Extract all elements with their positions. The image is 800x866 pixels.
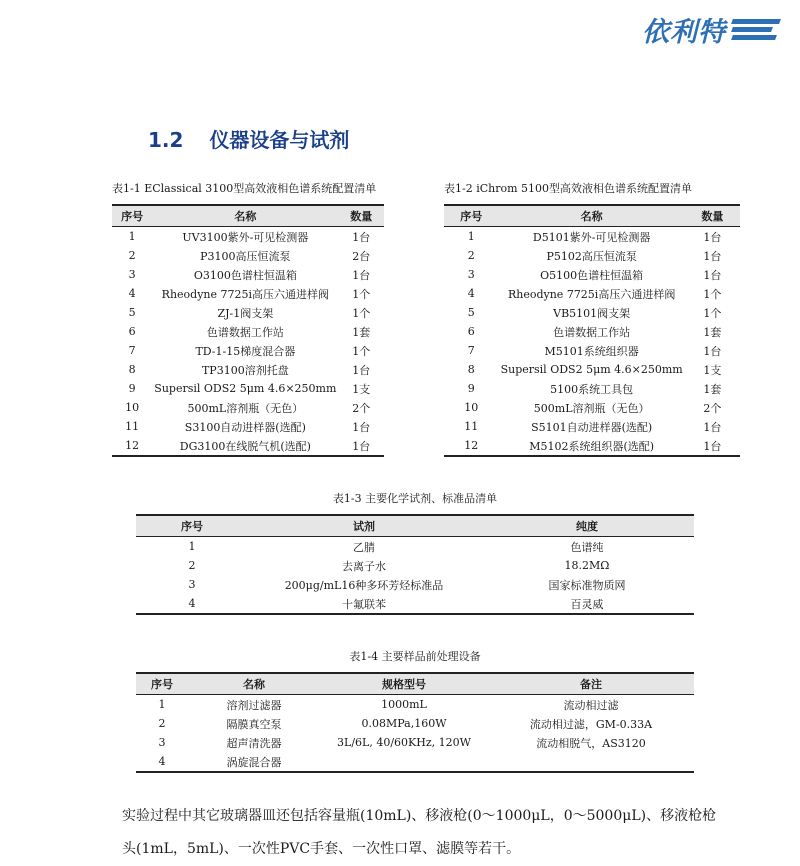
table-cell: 11 <box>464 420 479 433</box>
table-row <box>444 303 740 322</box>
table-cell: 18.2MΩ <box>564 559 610 572</box>
table-row <box>136 594 694 614</box>
table-cell: 隔膜真空泵 <box>226 717 282 731</box>
table-cell: 7 <box>128 344 136 357</box>
table-cell: 1 <box>158 698 166 711</box>
table-cell: 1台 <box>352 230 371 244</box>
table-cell: Rheodyne 7725i高压六通进样阀 <box>161 287 330 301</box>
table-cell: 200μg/mL16种多环芳烃标准品 <box>284 578 444 592</box>
table-cell: 4 <box>128 287 136 300</box>
table-cell: 色谱数据工作站 <box>553 325 631 339</box>
column-header: 数量 <box>338 205 384 227</box>
table-cell: 1台 <box>703 344 722 358</box>
table-row <box>136 556 694 575</box>
table-cell: 1 <box>128 230 136 243</box>
table-row <box>444 284 740 303</box>
table-cell: 9 <box>467 382 475 395</box>
table-cell: 1台 <box>685 436 740 456</box>
table-cell: 1套 <box>352 325 371 339</box>
table-cell: 2 <box>188 559 196 572</box>
table-cell: 12 <box>112 436 152 456</box>
table-cell: P3100高压恒流泵 <box>200 249 291 263</box>
table-cell: 流动相脱气，AS3120 <box>536 736 646 750</box>
table-cell: 7 <box>467 344 475 357</box>
table-row <box>112 303 384 322</box>
table-cell: ZJ-1阀支架 <box>217 306 274 320</box>
table-row <box>112 284 384 303</box>
table-cell: DG3100在线脱气机(选配) <box>152 436 338 456</box>
table-cell: 1套 <box>703 382 722 396</box>
table-row <box>444 341 740 360</box>
table-cell: 5100系统工具包 <box>550 382 634 396</box>
table-cell: TD-1-15梯度混合器 <box>195 344 296 358</box>
table-cell: S5101自动进样器(选配) <box>531 420 653 434</box>
column-header: 序号 <box>136 515 248 537</box>
table-cell: 6 <box>128 325 136 338</box>
column-header: 序号 <box>136 673 188 695</box>
logo-stripes-icon <box>732 19 780 40</box>
table-row <box>136 714 694 733</box>
table-cell: 1台 <box>703 230 722 244</box>
table-caption: 表1-4 主要样品前处理设备 <box>349 650 481 663</box>
table-body <box>136 537 694 615</box>
table-row <box>112 265 384 284</box>
table-cell: 2 <box>467 249 475 262</box>
table-cell: 1支 <box>703 363 722 377</box>
table-body <box>444 227 740 457</box>
table-cell: 涡旋混合器 <box>188 752 320 772</box>
table-row <box>136 733 694 752</box>
table-row <box>444 379 740 398</box>
table-cell: 1台 <box>352 420 371 434</box>
table-cell: 9 <box>128 382 136 395</box>
table-cell: 6 <box>467 325 475 338</box>
table-row <box>444 246 740 265</box>
table-cell: 1个 <box>703 287 722 301</box>
table-cell: 溶剂过滤器 <box>226 698 282 712</box>
table-cell: 十氟联苯 <box>248 594 480 614</box>
logo-text: 依利特 <box>642 17 726 48</box>
table-cell: S3100自动进样器(选配) <box>184 420 306 434</box>
table-cell: 500mL溶剂瓶（无色） <box>187 401 304 415</box>
table-row <box>112 379 384 398</box>
table-row <box>112 246 384 265</box>
section-title: 仪器设备与试剂 <box>209 128 350 152</box>
table-cell: TP3100溶剂托盘 <box>201 363 289 377</box>
column-header: 名称 <box>499 205 685 227</box>
section-number: 1.2 <box>148 128 184 152</box>
table-1-2 <box>444 180 740 457</box>
table-row <box>112 398 384 417</box>
table-cell: M5101系统组织器 <box>544 344 639 358</box>
table-1-3 <box>136 490 694 615</box>
table-cell: 流动相过滤，GM-0.33A <box>529 717 653 731</box>
table-cell: 10 <box>464 401 479 414</box>
table-cell: 1套 <box>703 325 722 339</box>
section-heading <box>148 124 349 153</box>
table-header-row <box>136 515 694 537</box>
column-header: 纯度 <box>480 515 694 537</box>
table-cell: 色谱纯 <box>570 540 604 554</box>
table-row <box>136 575 694 594</box>
table-cell: 超声清洗器 <box>226 736 282 750</box>
table-cell: 5 <box>128 306 136 319</box>
table-caption: 表1-3 主要化学试剂、标准品清单 <box>332 492 498 505</box>
column-header: 名称 <box>188 673 320 695</box>
table-row <box>136 752 694 772</box>
body-paragraph: 实验过程中其它玻璃器皿还包括容量瓶(10mL)、移液枪(0～1000μL，0～5000μL)、移液枪枪头(1mL，5mL)、一次性PVC手套、一次性口罩、滤膜等若干。 <box>122 808 717 857</box>
table-header-row <box>444 205 740 227</box>
table-cell: 去离子水 <box>342 559 386 573</box>
table-cell: P5102高压恒流泵 <box>546 249 637 263</box>
table-row <box>444 227 740 247</box>
table-cell: 11 <box>125 420 140 433</box>
column-header: 名称 <box>152 205 338 227</box>
table-header-row <box>112 205 384 227</box>
table-caption: 表1-2 iChrom 5100型高效液相色谱系统配置清单 <box>444 182 693 195</box>
table-cell: 1台 <box>338 436 384 456</box>
table-cell: 2个 <box>352 401 371 415</box>
table-cell: 4 <box>136 594 248 614</box>
table-cell: M5102系统组织器(选配) <box>499 436 685 456</box>
table-1-1 <box>112 180 384 457</box>
table-cell: 3L/6L, 40/60KHz, 120W <box>337 736 471 749</box>
table-cell: 1 <box>467 230 475 243</box>
table-cell: 1个 <box>352 287 371 301</box>
table-cell: 3 <box>158 736 166 749</box>
column-header: 试剂 <box>248 515 480 537</box>
table-header-row <box>136 673 694 695</box>
table-cell: 3 <box>128 268 136 281</box>
table-cell: UV3100紫外-可见检测器 <box>182 230 309 244</box>
table-cell: Supersil ODS2 5μm 4.6×250mm <box>154 382 337 395</box>
table-row <box>444 360 740 379</box>
table-cell: 4 <box>467 287 475 300</box>
table-cell: 8 <box>467 363 475 376</box>
table-cell: D5101紫外-可见检测器 <box>532 230 651 244</box>
table-cell: 1000mL <box>381 698 427 711</box>
table-cell: 1台 <box>352 363 371 377</box>
table-cell: O3100色谱柱恒温箱 <box>193 268 297 282</box>
column-header: 序号 <box>112 205 152 227</box>
table-row <box>444 322 740 341</box>
table-cell: 0.08MPa,160W <box>361 717 447 730</box>
table-caption: 表1-1 EClassical 3100型高效液相色谱系统配置清单 <box>112 182 377 195</box>
table-cell: Rheodyne 7725i高压六通进样阀 <box>507 287 676 301</box>
table-row <box>112 322 384 341</box>
table-row <box>444 417 740 436</box>
table-cell: 色谱数据工作站 <box>206 325 284 339</box>
table-cell: 2个 <box>703 401 722 415</box>
column-header: 序号 <box>444 205 499 227</box>
table-cell: 10 <box>125 401 140 414</box>
table-cell: 1支 <box>352 382 371 396</box>
table-cell: 8 <box>128 363 136 376</box>
table-cell <box>488 752 694 772</box>
table-cell: 4 <box>136 752 188 772</box>
table-cell: 1台 <box>703 420 722 434</box>
table-cell: 1 <box>188 540 196 553</box>
table-row <box>112 436 384 456</box>
column-header: 数量 <box>685 205 740 227</box>
table-cell: 1台 <box>703 268 722 282</box>
column-header: 备注 <box>488 673 694 695</box>
table-cell: 2台 <box>352 249 371 263</box>
table-cell: 2 <box>128 249 136 262</box>
table-row <box>112 341 384 360</box>
table-cell: Supersil ODS2 5μm 4.6×250mm <box>500 363 683 376</box>
table-row <box>136 695 694 715</box>
table-cell: 百灵威 <box>480 594 694 614</box>
table-cell <box>320 752 488 772</box>
table-body <box>112 227 384 457</box>
table-row <box>444 265 740 284</box>
table-body <box>136 695 694 773</box>
table-cell: 3 <box>467 268 475 281</box>
table-cell: O5100色谱柱恒温箱 <box>540 268 644 282</box>
table-row <box>444 398 740 417</box>
table-cell: 1台 <box>352 268 371 282</box>
table-cell: 国家标准物质网 <box>548 578 626 592</box>
table-row <box>444 436 740 456</box>
company-logo <box>642 10 780 49</box>
table-cell: 流动相过滤 <box>563 698 619 712</box>
table-1-4 <box>136 648 694 773</box>
column-header: 规格型号 <box>320 673 488 695</box>
table-row <box>112 417 384 436</box>
table-cell: VB5101阀支架 <box>553 306 631 320</box>
table-cell: 1个 <box>352 306 371 320</box>
table-row <box>136 537 694 557</box>
table-cell: 2 <box>158 717 166 730</box>
table-cell: 5 <box>467 306 475 319</box>
table-row <box>112 360 384 379</box>
table-cell: 1个 <box>703 306 722 320</box>
table-cell: 1台 <box>703 249 722 263</box>
table-cell: 12 <box>444 436 499 456</box>
table-row <box>112 227 384 247</box>
table-cell: 乙腈 <box>353 540 375 554</box>
table-cell: 1个 <box>352 344 371 358</box>
table-cell: 3 <box>188 578 196 591</box>
table-cell: 500mL溶剂瓶（无色） <box>533 401 650 415</box>
